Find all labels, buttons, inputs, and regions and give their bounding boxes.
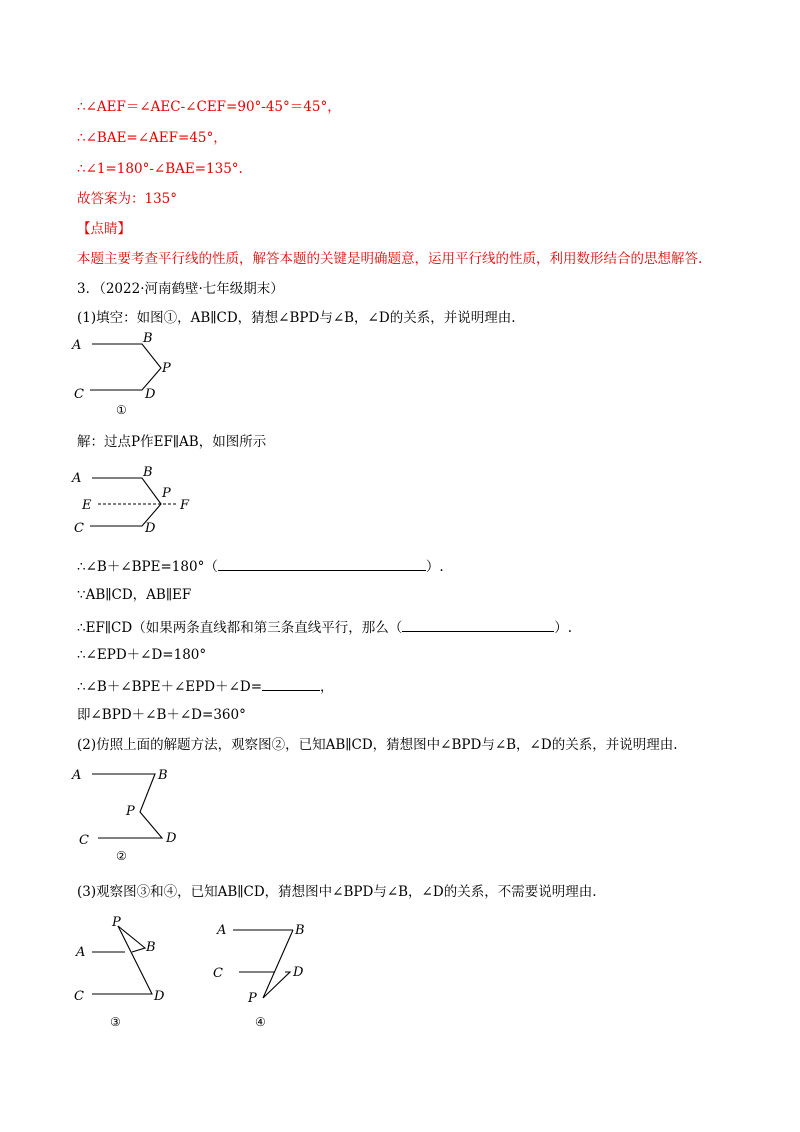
- answer-line-3: ∴∠1=180°-∠BAE=135°.: [77, 161, 243, 177]
- sol-label-P: P: [162, 486, 171, 501]
- figure-4: [205, 910, 325, 1030]
- fig1-label-D: D: [145, 387, 156, 402]
- step-3-blank[interactable]: [402, 617, 554, 632]
- sol-label-A: A: [72, 471, 82, 486]
- sol-label-D: D: [145, 521, 156, 536]
- fig2-label-D: D: [166, 831, 177, 846]
- step-1-post: ）.: [425, 559, 444, 575]
- fig1-label-P: P: [162, 361, 171, 376]
- fig3-label-A: A: [76, 945, 86, 960]
- answer-line-2: ∴∠BAE=∠AEF=45°，: [77, 130, 227, 146]
- fig3-label-D: D: [154, 989, 165, 1004]
- fig2-label-A: A: [72, 768, 82, 783]
- sol-label-F: F: [180, 498, 190, 513]
- figure-2: [70, 764, 210, 864]
- fig2-label-P: P: [126, 804, 135, 819]
- step-1: [77, 556, 444, 576]
- question-header: 3．（2022·河南鹤壁·七年级期末）: [77, 281, 284, 297]
- sol-label-E: E: [82, 498, 92, 513]
- fig4-label-B: B: [295, 923, 305, 938]
- step-1-pre: ∴∠B＋∠BPE=180°（: [77, 559, 218, 575]
- step-5-blank[interactable]: [262, 676, 320, 691]
- fig2-caption: ②: [116, 849, 127, 863]
- fig1-caption: ①: [116, 403, 127, 417]
- step-3-pre: ∴EF∥CD（如果两条直线都和第三条直线平行，那么（: [77, 620, 403, 636]
- figure-solution: [70, 462, 210, 536]
- fig2-label-C: C: [79, 833, 89, 848]
- fig4-label-D: D: [293, 965, 304, 980]
- answer-line-1: ∴∠AEF＝∠AEC-∠CEF=90°-45°＝45°，: [77, 99, 341, 115]
- fig3-label-P: P: [112, 915, 121, 930]
- answer-line-4: 故答案为：135°: [77, 191, 178, 207]
- step-1-blank[interactable]: [218, 556, 426, 571]
- step-5: [77, 676, 334, 696]
- fig1-label-B: B: [143, 331, 153, 346]
- question-part-1: (1)填空：如图①，AB∥CD，猜想∠BPD与∠B，∠D的关系，并说明理由.: [77, 310, 516, 326]
- fig1-label-A: A: [72, 338, 82, 353]
- step-4: ∴∠EPD＋∠D=180°: [77, 647, 207, 663]
- fig3-label-B: B: [146, 940, 156, 955]
- step-5-pre: ∴∠B＋∠BPE＋∠EPD＋∠D=: [77, 679, 263, 695]
- comment-text: 本题主要考查平行线的性质，解答本题的关键是明确题意，运用平行线的性质，利用数形结合的思想解答.: [77, 251, 703, 267]
- fig4-label-C: C: [213, 966, 223, 981]
- question-part-3: (3)观察图③和④，已知AB∥CD，猜想图中∠BPD与∠B，∠D的关系，不需要说明理由.: [77, 884, 597, 900]
- step-2: ∵AB∥CD，AB∥EF: [77, 587, 192, 603]
- fig2-label-B: B: [158, 768, 168, 783]
- fig4-label-P: P: [248, 991, 257, 1006]
- step-3-post: ）.: [554, 620, 572, 636]
- fig1-label-C: C: [74, 387, 84, 402]
- step-5-post: ，: [320, 679, 334, 695]
- fig4-label-A: A: [217, 923, 227, 938]
- figure-1: [70, 331, 190, 417]
- question-part-2: (2)仿照上面的解题方法，观察图②，已知AB∥CD，猜想图中∠BPD与∠B，∠D的关系，并说明理由.: [77, 737, 678, 753]
- step-6: 即∠BPD＋∠B＋∠D=360°: [77, 707, 246, 723]
- fig3-caption: ③: [110, 1015, 121, 1029]
- figure-3: [70, 910, 190, 1030]
- solution-intro: 解：过点P作EF∥AB，如图所示: [77, 434, 267, 450]
- sol-label-C: C: [74, 521, 84, 536]
- fig3-label-C: C: [74, 989, 84, 1004]
- step-3: [77, 617, 572, 637]
- comment-heading: 【点睛】: [77, 221, 131, 237]
- fig4-caption: ④: [255, 1015, 266, 1029]
- sol-label-B: B: [143, 465, 153, 480]
